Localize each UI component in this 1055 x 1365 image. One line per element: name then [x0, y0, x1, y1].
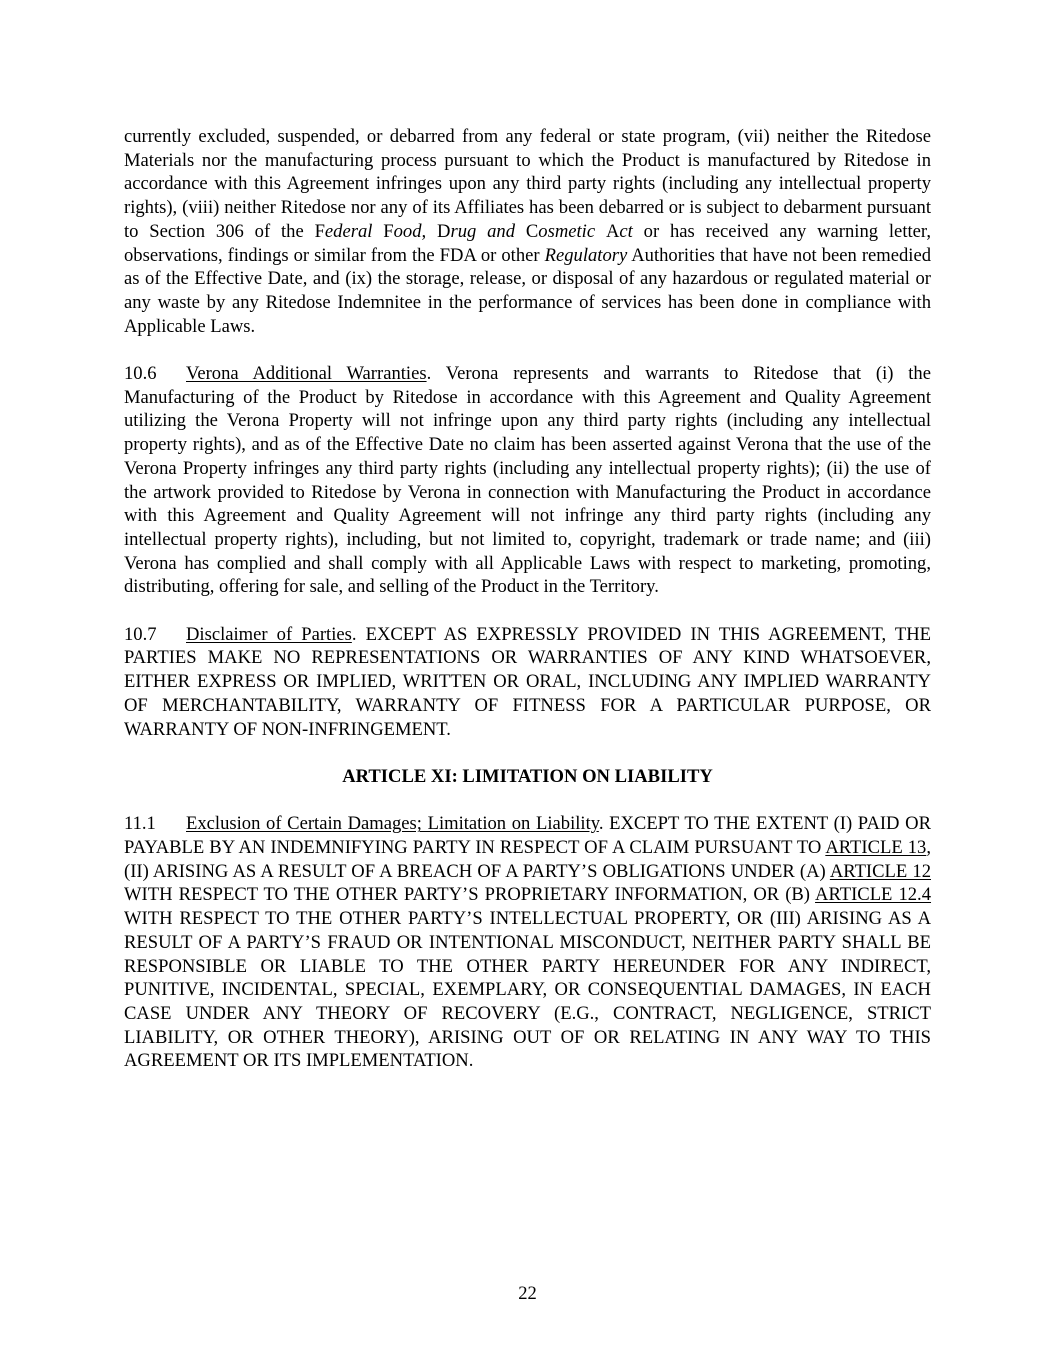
section-number: 11.1 — [124, 813, 156, 835]
italic-text: osmetic — [538, 220, 606, 242]
italic-text: ederal — [324, 220, 384, 242]
section-body: . EXCEPT AS EXPRESSLY PROVIDED IN THIS AGREEMENT, THE PARTIES MAKE NO REPRESENTATIONS OR WARRANTIES OF ANY KIND WHATSOEVER, EITHER EXPRESS OR IMPLIED, WRITTEN OR ORAL, INCLUDING ANY IMPLIED WARRANTY OF MERCHANTABILITY, WARRANTY OF FITNESS FOR A PARTICULAR PURPOSE, OR WARRANTY OF NON-INFRINGEMENT. — [124, 623, 932, 740]
section-body: WITH RESPECT TO THE OTHER PARTY’S PROPRIETARY INFORMATION, OR (B) — [124, 884, 816, 906]
section-11-1 — [124, 812, 931, 1073]
paragraph-text: or has received any warning letter, observations, findings or similar from the FDA or other — [124, 220, 931, 266]
article-reference: ARTICLE 12.4 — [815, 884, 932, 906]
paragraph-text: D — [437, 220, 451, 242]
document-page — [124, 125, 931, 1073]
paragraph-spacer — [124, 599, 931, 623]
section-10-6 — [124, 362, 931, 599]
italic-text: ct — [619, 220, 633, 242]
section-10-7 — [124, 623, 931, 742]
section-body: . EXCEPT TO THE EXTENT (I) PAID OR PAYABLE BY AN INDEMNIFYING PARTY IN RESPECT OF A CLAIM PURSUANT TO — [124, 813, 931, 859]
paragraph-spacer — [124, 789, 931, 813]
section-body: . Verona represents and warrants to Ritedose that (i) the Manufacturing of the Product by Ritedose in accordance with this Agreement and Quality Agreement utilizing the Verona Property will not infringe upon any third party rights (including any intellectual property rights), and as of the Effective Date no claim has been asserted against Verona that the use of the Verona Property infringes any third party rights (including any intellectual property rights); (ii) the use of the artwork provided to Ritedose by Verona in connection with Manufacturing the Product in accordance with this Agreement and Quality Agreement will not infringe any third party rights (including any intellectual property rights), including, but not limited to, copyright, trademark or trade name; and (iii) Verona has complied and shall comply with all Applicable Laws with respect to marketing, promoting, distributing, offering for sale, and selling of the Product in the Territory. — [124, 363, 931, 598]
paragraph-10-5-continuation — [124, 125, 931, 338]
article-reference: ARTICLE 12 — [829, 860, 931, 882]
paragraph-spacer — [124, 338, 931, 362]
paragraph-text: A — [605, 220, 620, 242]
paragraph-spacer — [124, 741, 931, 765]
section-body: , (II) ARISING AS A RESULT OF A BREACH OF A PARTY’S OBLIGATIONS UNDER (A) — [124, 837, 931, 882]
section-number: 10.7 — [124, 623, 157, 645]
article-reference: ARTICLE 13 — [825, 837, 927, 859]
section-body: WITH RESPECT TO THE OTHER PARTY’S INTELLECTUAL PROPERTY, OR (III) ARISING AS A RESULT OF A PARTY’S FRAUD OR INTENTIONAL MISCONDUCT, NEITHER PARTY SHALL BE RESPONSIBLE OR LIABLE TO THE OTHER PARTY HEREUNDER FOR ANY INDIRECT, PUNITIVE, INCIDENTAL, SPECIAL, EXEMPLARY, OR CONSEQUENTIAL DAMAGES, IN EACH CASE UNDER ANY THEORY OF RECOVERY (E.G., CONTRACT, NEGLIGENCE, STRICT LIABILITY, OR OTHER THEORY), ARISING OUT OF OR RELATING IN ANY WAY TO THIS AGREEMENT OR ITS IMPLEMENTATION. — [124, 908, 931, 1072]
section-title: Exclusion of Certain Damages; Limitation on Liability — [186, 813, 599, 835]
article-11-heading: ARTICLE XI: LIMITATION ON LIABILITY — [342, 765, 713, 787]
page-number: 22 — [518, 1283, 537, 1304]
paragraph-text: Authorities that have not been remedied as of the Effective Date, and (ix) the storage, release, or disposal of any hazardous or regulated material or any waste by any Ritedose Indemnitee in the performance of services has been done in compliance with Applicable Laws. — [124, 244, 931, 337]
italic-text: ood, — [393, 220, 438, 242]
italic-text: rug and — [450, 220, 526, 242]
italic-text: Regulatory — [544, 244, 628, 266]
section-title: Disclaimer of Parties — [186, 623, 352, 645]
paragraph-text: currently excluded, suspended, or debarred from any federal or state program, (vii) neither the Ritedose Materials nor the manufacturing process pursuant to which the Product is manufactured by Ritedose in accordance with this Agreement infringes upon any third party rights (including any intellectual property rights), (viii) neither Ritedose nor any of its Affiliates has been debarred or is subject to debarment pursuant to Section 306 of the F — [124, 126, 931, 242]
section-number: 10.6 — [124, 363, 157, 385]
section-title: Verona Additional Warranties — [186, 363, 427, 385]
paragraph-text: C — [525, 220, 539, 242]
paragraph-text: F — [383, 220, 394, 242]
